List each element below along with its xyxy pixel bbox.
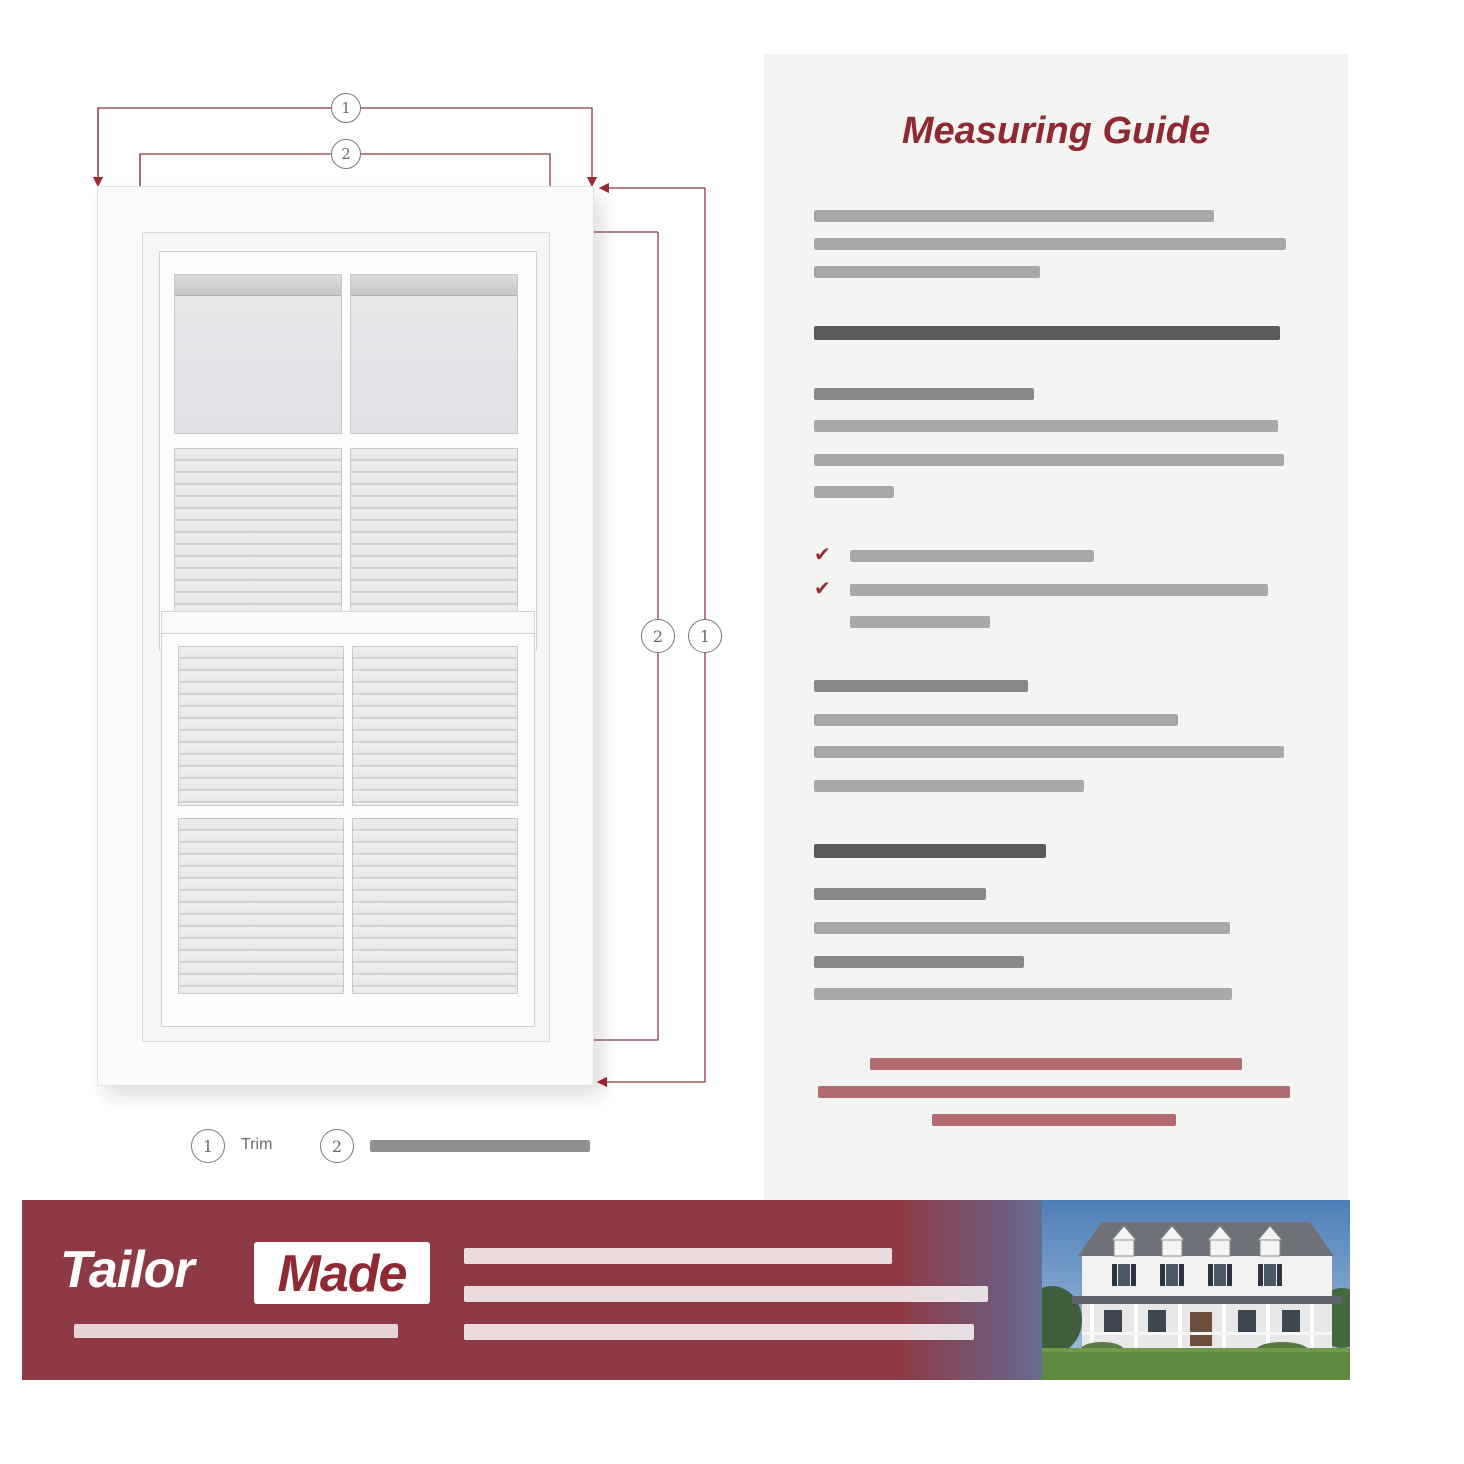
window-pane [350,448,518,616]
window-pane [174,448,342,616]
measuring-guide-panel [764,54,1348,1200]
window-pane [352,646,518,806]
banner-text-line [464,1324,974,1340]
intro-text-line [814,266,1040,278]
banner-text-line [464,1248,892,1264]
step-heading [814,388,1034,400]
step-heading [814,680,1028,692]
section-heading [814,844,1046,858]
check-item-text [850,550,1094,562]
diagram-legend [186,1126,606,1166]
formula-line [814,988,1232,1000]
window-frame [142,232,550,1042]
logo-tailor: Tailor [60,1241,194,1299]
step-text-line [814,454,1284,466]
pro-tip-line [870,1058,1242,1070]
step-text-line [814,714,1178,726]
logo-made-box [254,1242,430,1304]
meeting-rail [161,611,535,635]
window-pane [352,818,518,994]
legend-ro-label [370,1140,590,1152]
check-item-text [850,584,1268,596]
legend-trim-number: 1 [191,1129,225,1163]
intro-text-line [814,238,1286,250]
pro-tip-line [818,1086,1290,1098]
step-text-line [814,780,1084,792]
callout-trim-height: 1 [688,619,722,653]
logo-made: Made [277,1245,407,1303]
check-icon: ✔ [814,576,831,600]
legend-trim-label: Trim [241,1136,273,1153]
window-pane [178,646,344,806]
lower-sash [161,633,535,1027]
section-heading [814,326,1280,340]
intro-text-line [814,210,1214,222]
callout-ro-height: 2 [641,619,675,653]
banner-text-line [464,1286,988,1302]
pro-tip-line [932,1114,1176,1126]
guide-subheading [814,888,986,900]
tailormade-banner [22,1200,1350,1380]
logo-tagline [74,1324,398,1338]
window-pane [174,274,342,434]
window-diagram [0,0,760,1190]
window-pane [350,274,518,434]
house-photo [1042,1200,1350,1380]
callout-trim-width: 1 [331,93,361,123]
formula-line [814,922,1230,934]
guide-title: Measuring Guide [901,110,1211,152]
check-icon: ✔ [814,542,831,566]
step-text-line [814,420,1278,432]
window-pane [178,818,344,994]
callout-ro-width: 2 [331,139,361,169]
step-text-line [814,746,1284,758]
step-text-line [814,486,894,498]
legend-ro-number: 2 [320,1129,354,1163]
check-item-text [850,616,990,628]
upper-sash [159,251,537,651]
guide-subheading [814,956,1024,968]
